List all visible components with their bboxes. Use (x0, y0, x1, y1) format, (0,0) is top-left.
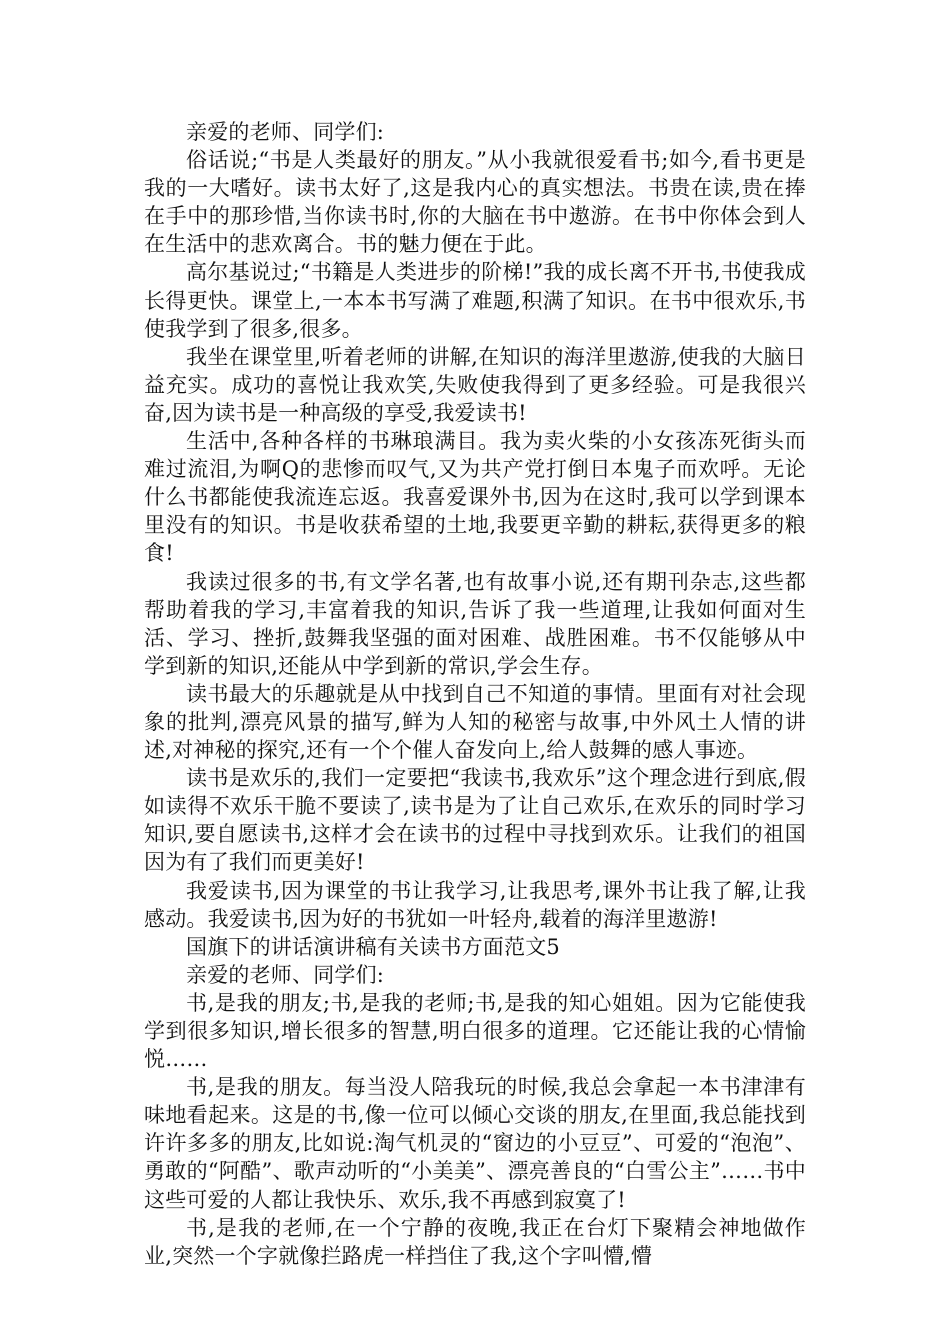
body-paragraph: 书,是我的老师,在一个宁静的夜晚,我正在台灯下聚精会神地做作业,突然一个字就像拦路虎一样挡住了我,这个字叫懵,懵 (144, 1215, 806, 1268)
body-paragraph: 俗话说;“书是人类最好的朋友。”从小我就很爱看书;如今,看书更是我的一大嗜好。读书太好了,这是我内心的真实想法。书贵在读,贵在捧在手中的那珍惜,当你读书时,你的大脑在书中遨游。在书中你体会到人在生活中的悲欢离合。书的魅力便在于此。 (144, 148, 806, 257)
document-page (144, 118, 806, 1270)
body-paragraph: 读书最大的乐趣就是从中找到自己不知道的事情。里面有对社会现象的批判,漂亮风景的描写,鲜为人知的秘密与故事,中外风土人情的讲述,对神秘的探究,还有一个个催人奋发向上,给人鼓舞的感人事迹。 (144, 681, 806, 763)
body-paragraph: 我读过很多的书,有文学名著,也有故事小说,还有期刊杂志,这些都帮助着我的学习,丰富着我的知识,告诉了我一些道理,让我如何面对生活、学习、挫折,鼓舞我坚强的面对困难、战胜困难。书不仅能够从中学到新的知识,还能从中学到新的常识,学会生存。 (144, 569, 806, 678)
body-paragraph: 书,是我的朋友;书,是我的老师;书,是我的知心姐姐。因为它能使我学到很多知识,增长很多的智慧,明白很多的道理。它还能让我的心情愉悦…… (144, 990, 806, 1072)
body-paragraph: 生活中,各种各样的书琳琅满目。我为卖火柴的小女孩冻死街头而难过流泪,为啊Q的悲惨而叹气,又为共产党打倒日本鬼子而欢呼。无论什么书都能使我流连忘返。我喜爱课外书,因为在这时,我可以学到课本里没有的知识。书是收获希望的土地,我要更辛勤的耕耘,获得更多的粮食! (144, 429, 806, 566)
body-paragraph: 我爱读书,因为课堂的书让我学习,让我思考,课外书让我了解,让我感动。我爱读书,因为好的书犹如一叶轻舟,载着的海洋里遨游! (144, 878, 806, 931)
body-paragraph: 我坐在课堂里,听着老师的讲解,在知识的海洋里遨游,使我的大脑日益充实。成功的喜悦让我欢笑,失败使我得到了更多经验。可是我很兴奋,因为读书是一种高级的享受,我爱读书! (144, 344, 806, 425)
body-paragraph: 高尔基说过;“书籍是人类进步的阶梯!”我的成长离不开书,书使我成长得更快。课堂上,一本本书写满了难题,积满了知识。在书中很欢乐,书使我学到了很多,很多。 (144, 260, 806, 341)
greeting-paragraph: 亲爱的老师、同学们: (186, 962, 385, 987)
body-paragraph: 书,是我的朋友。每当没人陪我玩的时候,我总会拿起一本书津津有味地看起来。这是的书,像一位可以倾心交谈的朋友,在里面,我总能找到许许多多的朋友,比如说:淘气机灵的“窗边的小豆豆”、可爱的“泡泡”、勇敢的“阿酷”、歌声动听的“小美美”、漂亮善良的“白雪公主”……书中这些可爱的人都让我快乐、欢乐,我不再感到寂寞了! (144, 1075, 806, 1212)
body-paragraph: 读书是欢乐的,我们一定要把“我读书,我欢乐”这个理念进行到底,假如读得不欢乐干脆不要读了,读书是为了让自己欢乐,在欢乐的同时学习知识,要自愿读书,这样才会在读书的过程中寻找到欢乐。让我们的祖国因为有了我们而更美好! (144, 766, 806, 875)
greeting-paragraph: 亲爱的老师、同学们: (186, 120, 385, 144)
section-title: 国旗下的讲话演讲稿有关读书方面范文5 (186, 934, 560, 959)
